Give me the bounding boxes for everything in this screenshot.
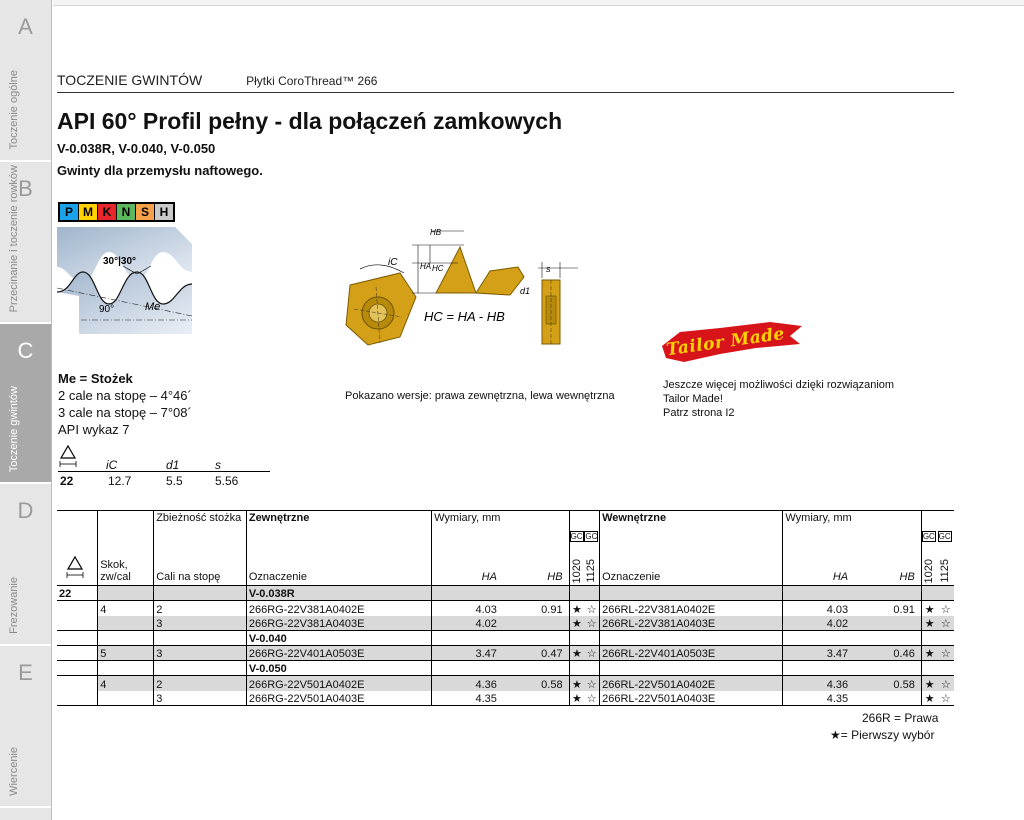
drawing-caption: Pokazano wersje: prawa zewnętrzna, lewa wewnętrzna [345, 390, 615, 402]
cell-ext-code[interactable]: 266RG-22V381A0403E [246, 616, 431, 631]
th-internal [600, 511, 783, 586]
legend-first-choice: ★= Pierwszy wybór [830, 728, 935, 742]
gc-badge: GC [570, 532, 583, 541]
cell-pitch [98, 691, 154, 706]
insert-size-icon [58, 444, 78, 470]
star-filled-icon: ★ [569, 646, 584, 661]
cell-taper: 3 [154, 646, 247, 661]
hb-label: HB [430, 228, 442, 237]
th-taper-group: Zbieżność stożka [156, 512, 242, 524]
star-outline-icon: ☆ [940, 603, 951, 616]
cell-pitch: 5 [98, 646, 154, 661]
star-filled-icon: ★ [569, 676, 584, 691]
table-row [57, 676, 954, 691]
star-outline-icon: ☆ [584, 676, 599, 691]
group-name: V-0.038R [246, 586, 431, 601]
hc-label: HC [432, 264, 444, 273]
iso-box-p: P [60, 204, 78, 220]
side-tab-label: Frezowanie [8, 577, 20, 634]
star-filled-icon: ★ [569, 691, 584, 706]
star-outline-icon: ☆ [586, 603, 597, 616]
dim-header-d1: d1 [166, 458, 180, 472]
cell-ext-ha: 3.47 [432, 646, 503, 661]
grade-label: 1020 [570, 558, 583, 583]
cell-pitch: 4 [98, 676, 154, 691]
cell-taper: 3 [154, 691, 247, 706]
th-int-hb [854, 511, 921, 586]
cell-int-hb [854, 616, 921, 631]
page-subtitle: Gwinty dla przemysłu naftowego. [57, 163, 263, 178]
grade-label: 1125 [938, 559, 951, 583]
cell-pitch: 4 [98, 601, 154, 616]
profile-me-label: Me [145, 301, 161, 313]
th-external-designation: Oznaczenie [248, 571, 307, 583]
product-title: Płytki CoroThread™ 266 [246, 74, 378, 88]
page-title: API 60° Profil pełny - dla połączeń zamkowych [57, 108, 563, 134]
insert-dimensions [58, 444, 270, 488]
table-row [57, 601, 954, 616]
th-size [57, 511, 98, 586]
tailor-made-note [663, 378, 894, 420]
tailor-made-line: Jeszcze więcej możliwości dzięki rozwiązaniom [663, 379, 895, 391]
th-internal-label: Wewnętrzne [602, 512, 667, 524]
taper-line: 3 cale na stopę – 7°08´ [58, 405, 192, 420]
dim-header-ic: iC [106, 458, 118, 472]
side-tab-letter: C [17, 338, 34, 363]
star-outline-icon: ☆ [584, 616, 599, 631]
side-tab-letter: A [18, 14, 33, 39]
side-tab-d[interactable] [0, 484, 51, 644]
table-row [57, 646, 954, 661]
top-strip [53, 0, 1024, 6]
cell-ext-hb: 0.58 [503, 676, 569, 691]
th-ext-ha [432, 511, 503, 586]
gc-badge: GC [585, 532, 598, 541]
star-outline-icon: ☆ [938, 616, 954, 631]
star-filled-icon: ★ [921, 676, 937, 691]
table-row [57, 616, 954, 631]
th-ext-hb-label: HB [547, 571, 563, 583]
cell-int-code[interactable]: 266RL-22V401A0503E [600, 646, 783, 661]
th-taper-label: Cali na stopę [156, 571, 221, 583]
section-title: TOCZENIE GWINTÓW [57, 72, 203, 88]
cell-ext-code[interactable]: 266RG-22V501A0402E [246, 676, 431, 691]
star-outline-icon: ☆ [938, 676, 954, 691]
star-filled-icon: ★ [569, 601, 584, 616]
table-size-cell: 22 [59, 588, 72, 600]
grade-label: 1125 [585, 559, 598, 583]
tailor-made-logo-text: Tailor Made [665, 323, 787, 361]
d1-label: d1 [520, 286, 531, 296]
cell-ext-ha: 4.02 [432, 616, 503, 631]
side-tab-b[interactable] [0, 162, 51, 322]
dim-value-s: 5.56 [215, 474, 239, 488]
star-outline-icon: ☆ [938, 691, 954, 706]
cell-int-hb: 0.58 [854, 676, 921, 691]
taper-info [58, 370, 192, 438]
ic-label: iC [388, 257, 398, 268]
variants-line: V-0.038R, V-0.040, V-0.050 [57, 141, 216, 156]
th-external [246, 511, 431, 586]
profile-angle-label: 30°|30° [103, 256, 137, 267]
cell-int-code[interactable]: 266RL-22V381A0403E [600, 616, 783, 631]
iso-box-h: H [155, 204, 173, 220]
th-int-grade2 [938, 511, 954, 586]
th-ext-dimensions: Wymiary, mm [434, 512, 501, 524]
dim-value-d1: 5.5 [166, 474, 183, 488]
iso-box-s: S [136, 204, 154, 220]
th-taper [154, 511, 247, 586]
gc-badge: GC [938, 532, 951, 541]
cell-taper: 2 [154, 676, 247, 691]
side-tab-label: Toczenie gwintów [8, 385, 20, 472]
grade-label: 1020 [922, 558, 935, 583]
cell-ext-code[interactable]: 266RG-22V401A0503E [246, 646, 431, 661]
star-filled-icon: ★ [921, 646, 937, 661]
side-tab-a[interactable] [0, 0, 51, 160]
taper-heading: Me = Stożek [58, 371, 133, 386]
side-tab-letter: D [17, 498, 34, 523]
star-filled-icon: ★ [921, 601, 937, 616]
cell-int-hb: 0.91 [893, 603, 915, 616]
table-group-row [57, 661, 954, 676]
header-divider [57, 92, 954, 93]
th-int-ha [783, 511, 854, 586]
th-pitch-label: Skok, zw/cal [100, 559, 131, 583]
table-header-row [57, 511, 954, 586]
cell-ext-hb: 0.91 [541, 603, 563, 616]
cell-ext-code[interactable]: 266RG-22V501A0403E [246, 691, 431, 706]
cell-int-ha: 4.36 [783, 676, 854, 691]
side-tab-c[interactable] [0, 324, 51, 482]
iso-box-m: M [79, 204, 97, 220]
gc-badge: GC [922, 532, 935, 541]
cell-ext-ha: 4.36 [432, 676, 503, 691]
dim-header-s: s [215, 458, 221, 472]
cell-ext-code[interactable]: 266RG-22V381A0402E [246, 601, 431, 616]
star-filled-icon: ★ [921, 616, 937, 631]
side-tab-letter: E [18, 660, 33, 685]
insert-size-icon [65, 555, 85, 581]
cell-int-hb: 0.46 [854, 646, 921, 661]
table-row [57, 691, 954, 706]
th-int-grade1 [921, 511, 937, 586]
th-int-dimensions: Wymiary, mm [785, 512, 852, 524]
th-ext-ha-label: HA [481, 571, 497, 583]
th-int-ha-label: HA [832, 571, 849, 583]
s-label: s [546, 264, 551, 274]
cell-int-code[interactable]: 266RL-22V381A0402E [600, 601, 783, 616]
cell-ext-ha: 4.03 [432, 601, 503, 616]
th-pitch [98, 511, 154, 586]
iso-material-boxes [58, 202, 175, 222]
group-name: V-0.050 [246, 661, 431, 676]
th-external-label: Zewnętrzne [248, 512, 310, 524]
side-tab-label: Toczenie ogólne [8, 70, 20, 150]
table-group-row [57, 631, 954, 646]
profile-90-label: 90° [99, 304, 115, 315]
insert-side-view [520, 258, 588, 348]
cell-int-ha: 4.35 [783, 691, 854, 706]
group-name: V-0.040 [246, 631, 431, 646]
legend-right-hand: 266R = Prawa [862, 711, 939, 725]
cell-int-code[interactable]: 266RL-22V501A0402E [600, 676, 783, 691]
thread-profile-drawing [57, 222, 192, 337]
cell-int-ha: 3.47 [783, 646, 854, 661]
star-filled-icon: ★ [569, 616, 584, 631]
star-outline-icon: ☆ [584, 691, 599, 706]
cell-taper: 2 [154, 601, 247, 616]
cell-ext-hb [503, 691, 569, 706]
page-header [57, 72, 377, 88]
cell-int-ha: 4.03 [783, 601, 854, 616]
side-tab-label: Wiercenie [8, 747, 20, 796]
tailor-made-line: Tailor Made! [663, 393, 723, 405]
cell-ext-hb [503, 616, 569, 631]
star-filled-icon: ★ [921, 691, 937, 706]
taper-line: 2 cale na stopę – 4°46´ [58, 388, 192, 403]
star-outline-icon: ☆ [938, 646, 954, 661]
cell-pitch [98, 616, 154, 631]
iso-box-k: K [98, 204, 116, 220]
cell-int-hb [854, 691, 921, 706]
hc-formula: HC = HA - HB [424, 309, 505, 324]
side-tab-letter: B [18, 176, 33, 201]
cell-int-ha: 4.02 [783, 616, 854, 631]
cell-taper: 3 [154, 616, 247, 631]
tailor-made-page-link[interactable]: Patrz strona I2 [663, 407, 735, 419]
side-tab-e[interactable] [0, 646, 51, 806]
cell-ext-ha: 4.35 [432, 691, 503, 706]
th-ext-hb [503, 511, 569, 586]
side-tab-label: Przecinanie i toczenie rowków [8, 164, 20, 312]
star-outline-icon: ☆ [584, 646, 599, 661]
cell-int-code[interactable]: 266RL-22V501A0403E [600, 691, 783, 706]
taper-line: API wykaz 7 [58, 422, 130, 437]
dim-size: 22 [60, 474, 74, 488]
cell-ext-hb: 0.47 [503, 646, 569, 661]
ha-label: HA [420, 262, 432, 271]
dim-value-ic: 12.7 [108, 474, 132, 488]
th-ext-grade1 [569, 511, 584, 586]
tailor-made-logo [660, 318, 805, 366]
iso-box-n: N [117, 204, 135, 220]
side-index [0, 0, 52, 820]
th-int-hb-label: HB [899, 571, 915, 583]
th-ext-grade2 [584, 511, 599, 586]
side-separator [0, 806, 51, 808]
insert-table [57, 510, 954, 706]
th-internal-designation: Oznaczenie [602, 571, 661, 583]
table-group-row [57, 586, 954, 601]
